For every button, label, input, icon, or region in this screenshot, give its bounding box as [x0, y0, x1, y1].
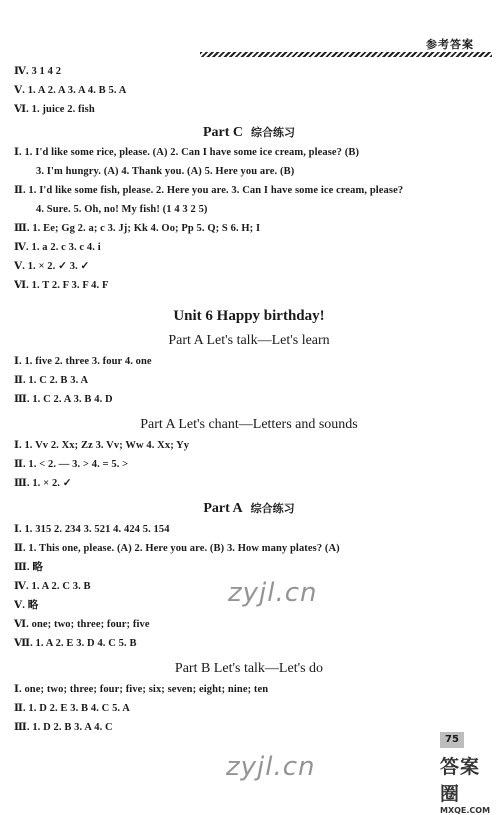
stamp-text: 答案圈 — [440, 756, 481, 805]
answer-line: Ⅰ. 1. five 2. three 3. four 4. one — [14, 356, 152, 367]
header-title: 参考答案 — [426, 38, 474, 51]
answer-line: Ⅵ. 1. juice 2. fish — [14, 104, 95, 115]
page-number: 75 — [440, 732, 464, 748]
answer-line: Ⅴ. 1. × 2. ✓ 3. ✓ — [14, 261, 90, 272]
watermark: zyjl.cn — [228, 578, 318, 608]
answer-line: Ⅰ. 1. 315 2. 234 3. 521 4. 424 5. 154 — [14, 524, 170, 535]
header-rule — [200, 52, 492, 57]
section-heading — [14, 124, 484, 142]
section-heading: Part B Let's talk—Let's do — [174, 661, 324, 676]
answer-line: Ⅲ. 略 — [14, 562, 43, 573]
section-heading: Part A Let's chant—Letters and sounds — [140, 417, 358, 432]
answer-line: Ⅲ. 1. Ee; Gg 2. a; c 3. Jj; Kk 4. Oo; Pp 5. Q; S 6. H; I — [14, 223, 261, 234]
answer-line: 3. I'm hungry. (A) 4. Thank you. (A) 5. Here you are. (B) — [36, 166, 295, 177]
answer-line: Ⅵ. 1. T 2. F 3. F 4. F — [14, 280, 109, 291]
site-stamp-logo — [440, 752, 492, 815]
answer-line: Ⅲ. 1. D 2. B 3. A 4. C — [14, 722, 113, 733]
watermark: zyjl.cn — [226, 752, 316, 782]
section-heading-cn: 综合练习 — [250, 502, 295, 515]
answer-line: Ⅰ. one; two; three; four; five; six; seven; eight; nine; ten — [14, 684, 269, 695]
answer-line: 4. Sure. 5. Oh, no! My fish! (1 4 3 2 5) — [36, 204, 208, 215]
page-header — [200, 24, 492, 58]
answer-line: Ⅰ. 1. Vv 2. Xx; Zz 3. Vv; Ww 4. Xx; Yy — [14, 440, 190, 451]
answer-line: Ⅳ. 3 1 4 2 — [14, 66, 62, 77]
section-heading — [14, 500, 484, 518]
answer-line: Ⅲ. 1. × 2. ✓ — [14, 478, 72, 489]
answer-line: Ⅵ. one; two; three; four; five — [14, 619, 150, 630]
answer-line: Ⅰ. 1. I'd like some rice, please. (A) 2. Can I have some ice cream, please? (B) — [14, 147, 360, 158]
stamp-url: MXQE.COM — [440, 806, 491, 815]
answer-line: Ⅴ. 1. A 2. A 3. A 4. B 5. A — [14, 85, 127, 96]
answer-content — [14, 58, 484, 734]
answer-line: Ⅴ. 略 — [14, 600, 39, 611]
answer-line: Ⅳ. 1. A 2. C 3. B — [14, 581, 91, 592]
answer-line: Ⅱ. 1. < 2. — 3. > 4. = 5. > — [14, 459, 129, 470]
answer-line: Ⅶ. 1. A 2. E 3. D 4. C 5. B — [14, 638, 137, 649]
answer-line: Ⅱ. 1. D 2. E 3. B 4. C 5. A — [14, 703, 130, 714]
answer-line: Ⅱ. 1. I'd like some fish, please. 2. Here you are. 3. Can I have some ice cream, please? — [14, 185, 404, 196]
section-heading-cn: 综合练习 — [251, 126, 296, 139]
section-heading-en: Part A — [203, 501, 243, 516]
section-heading-en: Part C — [202, 125, 244, 140]
unit-heading: Unit 6 Happy birthday! — [173, 308, 325, 324]
answer-line: Ⅱ. 1. C 2. B 3. A — [14, 375, 89, 386]
answer-line: Ⅲ. 1. C 2. A 3. B 4. D — [14, 394, 113, 405]
answer-line: Ⅳ. 1. a 2. c 3. c 4. i — [14, 242, 101, 253]
section-heading: Part A Let's talk—Let's learn — [168, 333, 330, 348]
answer-line: Ⅱ. 1. This one, please. (A) 2. Here you are. (B) 3. How many plates? (A) — [14, 543, 340, 554]
